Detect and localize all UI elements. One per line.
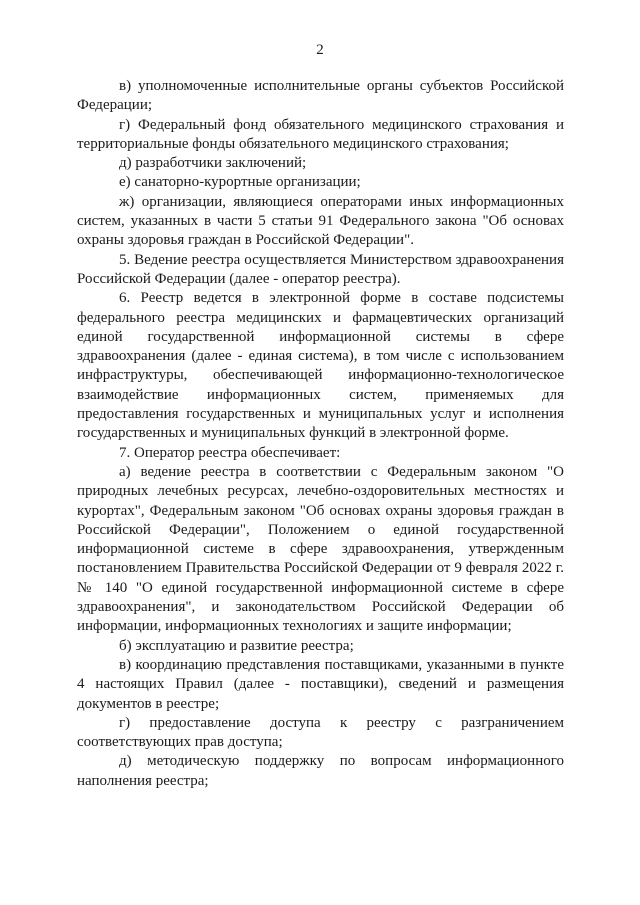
paragraph-clause-7-b: б) эксплуатацию и развитие реестра; bbox=[119, 637, 354, 654]
paragraph-clause-6: 6. Реестр ведется в электронной форме в составе подсистемы федерального реестра медицинских и фармацевтических организаций единой государственной информационной системы в сфере здравоохранения (далее - единая система), в том числе с использованием инфраструктуры, обеспечивающей информационно-технологическое взаимодействие информационных систем, применяемых для предоставления государственных и муниципальных услуг и исполнения государственных и муниципальных функций в электронной форме. bbox=[77, 290, 564, 442]
page-number: 2 bbox=[316, 42, 324, 58]
paragraph-item-d: д) разработчики заключений; bbox=[119, 155, 307, 172]
paragraph-item-v: в) уполномоченные исполнительные органы субъектов Российской Федерации; bbox=[77, 78, 564, 114]
paragraph-clause-7-d: д) методическую поддержку по вопросам информационного наполнения реестра; bbox=[77, 753, 564, 789]
paragraph-item-g: г) Федеральный фонд обязательного медицинского страхования и территориальные фонды обязательного медицинского страхования; bbox=[77, 116, 564, 152]
paragraph-clause-7-g: г) предоставление доступа к реестру с разграничением соответствующих прав доступа; bbox=[77, 714, 564, 751]
paragraph-item-e: е) санаторно-курортные организации; bbox=[119, 174, 361, 191]
paragraph-clause-7-v: в) координацию представления поставщиками, указанными в пункте 4 настоящих Правил (далее - поставщики), сведений и размещения документов в реестре; bbox=[77, 656, 564, 712]
paragraph-item-zh: ж) организации, являющиеся операторами иных информационных систем, указанных в части 5 статьи 91 Федерального закона "Об основах охраны здоровья граждан в Российской Федерации". bbox=[77, 193, 564, 249]
paragraph-clause-5: 5. Ведение реестра осуществляется Министерством здравоохранения Российской Федерации (далее - оператор реестра). bbox=[77, 251, 564, 287]
document-body bbox=[77, 77, 564, 791]
paragraph-clause-7-a: а) ведение реестра в соответствии с Федеральным законом "О природных лечебных ресурсах, лечебно-оздоровительных местностях и курортах", Федеральным законом "Об основах охраны здоровья граждан в Российской Федерации", Положением о единой государственной информационной системе в сфере здравоохранения, утвержденным постановлением Правительства Российской Федерации от 9 февраля 2022 г. № 140 "О единой государственной информационной системе в сфере здравоохранения", и законодательством Российской Федерации об информации, информационных технологиях и защите информации; bbox=[77, 463, 564, 635]
paragraph-clause-7: 7. Оператор реестра обеспечивает: bbox=[119, 444, 341, 461]
